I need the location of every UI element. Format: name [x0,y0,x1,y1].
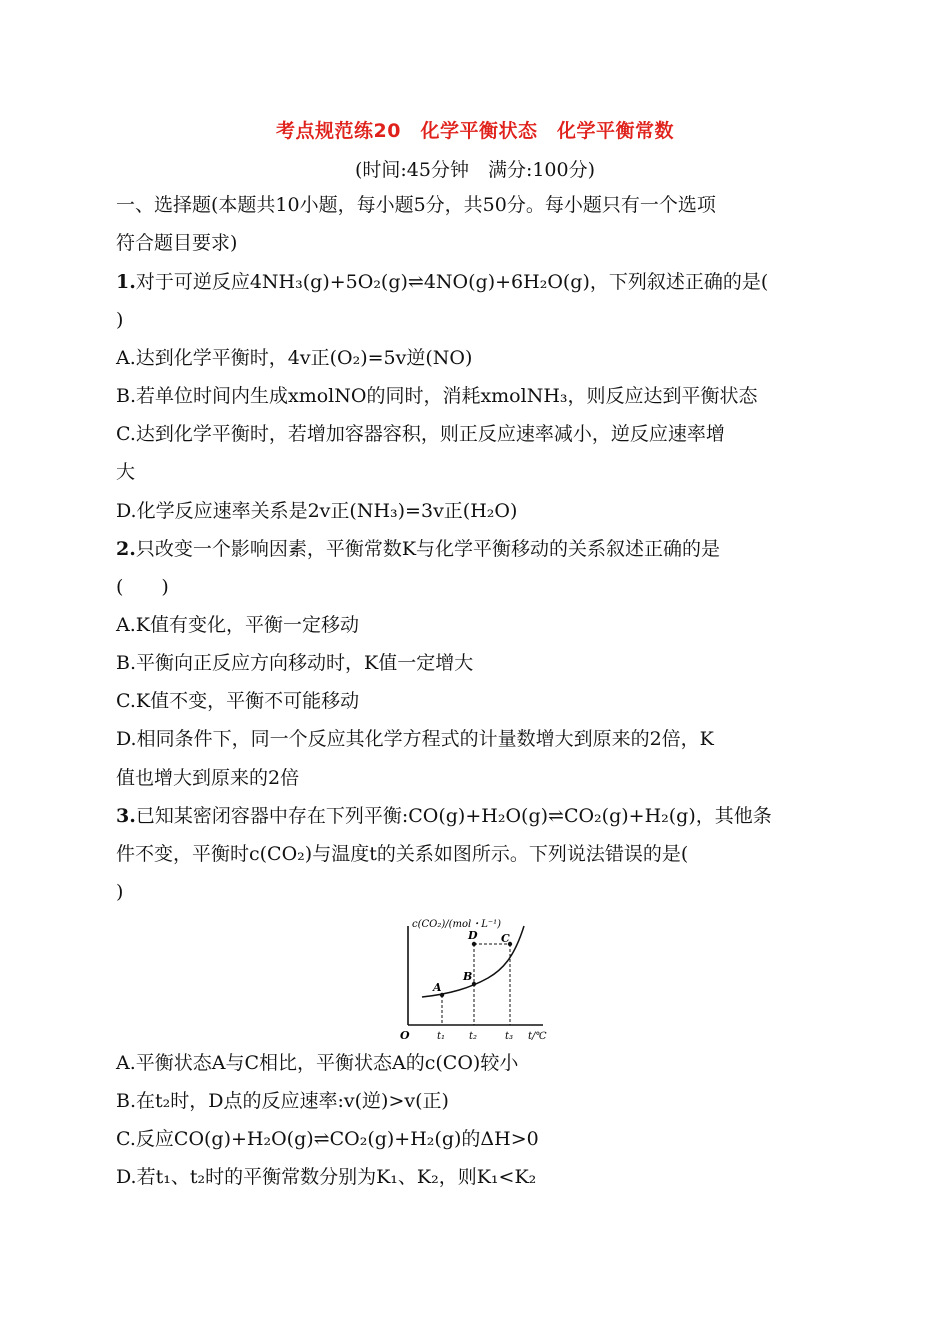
point-a-label: A [433,981,442,994]
point-b-label: B [463,970,473,983]
y-axis-label: c(CO₂)/(mol・L⁻¹) [412,919,502,930]
point-c-label: C [501,932,510,945]
q1-option-a: A.达到化学平衡时，4v正(O₂)=5v逆(NO) [116,347,473,369]
q3-stem-text: 已知某密闭容器中存在下列平衡:CO(g)+H₂O(g)⇌CO₂(g)+H₂(g)，其他条 [135,805,772,827]
q2-number: 2. [116,538,136,560]
point-b-marker [472,982,476,986]
tick-t3: t₃ [505,1031,514,1042]
q2-option-d-line2: 值也增大到原来的2倍 [116,767,300,789]
page-title: 考点规范练20 化学平衡状态 化学平衡常数 [276,120,674,142]
q3-option-a: A.平衡状态A与C相比，平衡状态A的c(CO)较小 [116,1052,519,1074]
q3-option-b: B.在t₂时，D点的反应速率:v(逆)>v(正) [116,1090,449,1112]
q2-stem-line2: ( ) [116,576,169,598]
q1-stem-text: 对于可逆反应4NH₃(g)+5O₂(g)⇌4NO(g)+6H₂O(g)，下列叙述正确的是( [135,271,769,293]
q3-figure [400,912,560,1048]
q2-stem-text: 只改变一个影响因素，平衡常数K与化学平衡移动的关系叙述正确的是 [135,538,721,560]
q3-option-c: C.反应CO(g)+H₂O(g)⇌CO₂(g)+H₂(g)的ΔH>0 [116,1128,539,1150]
q3-stem-line1 [116,804,846,828]
tick-t1: t₁ [437,1031,446,1042]
q2-option-b: B.平衡向正反应方向移动时，K值一定增大 [116,652,474,674]
origin-label: O [400,1029,410,1042]
q3-stem-line2: 件不变，平衡时c(CO₂)与温度t的关系如图所示。下列说法错误的是( [116,843,689,865]
section-instruction-line1: 一、选择题(本题共10小题，每小题5分，共50分。每小题只有一个选项 [116,194,716,216]
q2-option-d-line1: D.相同条件下，同一个反应其化学方程式的计量数增大到原来的2倍，K [116,728,714,750]
q3-number: 3. [116,805,136,827]
q1-option-b: B.若单位时间内生成xmolNO的同时，消耗xmolNH₃，则反应达到平衡状态 [116,385,758,407]
q2-stem-line1 [116,537,846,561]
q3-graph [400,912,560,1044]
q1-option-d: D.化学反应速率关系是2v正(NH₃)=3v正(H₂O) [116,500,518,522]
q2-option-c: C.K值不变，平衡不可能移动 [116,690,360,712]
section-instruction-line2: 符合题目要求) [116,232,238,254]
q2-option-a: A.K值有变化，平衡一定移动 [116,614,359,636]
point-d-label: D [468,929,478,942]
q1-number: 1. [116,271,136,293]
q3-stem-line3: ) [116,881,124,903]
tick-t2: t₂ [469,1031,478,1042]
q1-stem-line2: ) [116,309,124,331]
q3-option-d: D.若t₁、t₂时的平衡常数分别为K₁、K₂，则K₁<K₂ [116,1166,537,1188]
point-d-marker [472,942,476,946]
x-axis-label: t/℃ [528,1031,547,1042]
q1-option-c-line2: 大 [116,461,136,483]
page-subtitle: (时间:45分钟 满分:100分) [354,159,596,181]
q1-option-c-line1: C.达到化学平衡时，若增加容器容积，则正反应速率减小，逆反应速率增 [116,423,725,445]
q1-stem-line1 [116,270,846,294]
